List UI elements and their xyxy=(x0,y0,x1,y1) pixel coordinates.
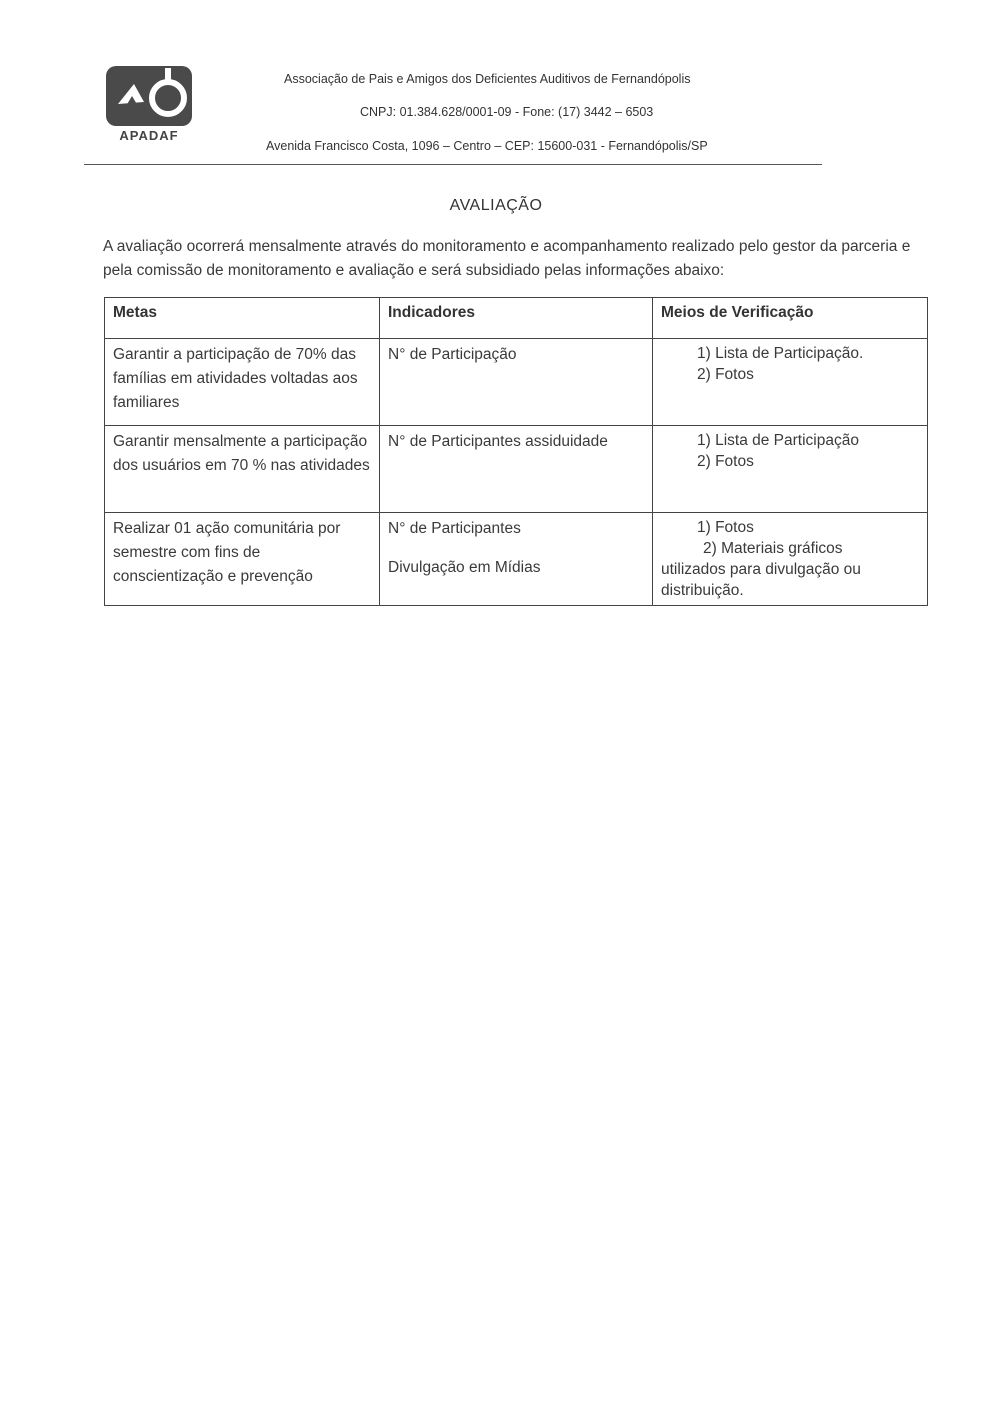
meios-item: 1) Lista de Participação. xyxy=(697,345,864,362)
table-header-row xyxy=(105,298,928,339)
intro-paragraph: A avaliação ocorrerá mensalmente através do monitoramento e acompanhamento realizado pelo gestor da parceria e pela comissão de monitoramento e avaliação e será subsidiado pelas informações abaixo: xyxy=(103,238,911,279)
indicador-text: N° de Participantes assiduidade xyxy=(388,433,608,450)
table-row xyxy=(105,513,928,606)
meios-cell xyxy=(653,339,928,426)
meios-item: 1) Lista de Participação xyxy=(697,432,859,449)
header-meios-verificacao: Meios de Verificação xyxy=(653,298,928,339)
meios-cell xyxy=(653,426,928,513)
indicador-cell xyxy=(380,339,653,426)
indicador-cell xyxy=(380,426,653,513)
indicador-text: Divulgação em Mídias xyxy=(388,559,541,576)
meios-item: 2) Fotos xyxy=(697,453,754,470)
meta-text: Garantir a participação de 70% das famílias em atividades voltadas aos familiares xyxy=(113,346,358,411)
meios-cell xyxy=(653,513,928,606)
header-indicadores: Indicadores xyxy=(380,298,653,339)
indicador-text: N° de Participantes xyxy=(388,520,521,537)
header-metas: Metas xyxy=(105,298,380,339)
meta-cell xyxy=(105,426,380,513)
table-row xyxy=(105,339,928,426)
cnpj-phone: CNPJ: 01.384.628/0001-09 - Fone: (17) 3442 – 6503 xyxy=(360,105,654,119)
indicador-text: N° de Participação xyxy=(388,346,517,363)
meta-text: Garantir mensalmente a participação dos usuários em 70 % nas atividades xyxy=(113,433,370,474)
evaluation-table xyxy=(104,297,928,606)
header-divider xyxy=(84,164,822,165)
organization-name: Associação de Pais e Amigos dos Deficientes Auditivos de Fernandópolis xyxy=(284,72,691,86)
meta-text: Realizar 01 ação comunitária por semestre com fins de conscientização e prevenção xyxy=(113,520,341,585)
apadaf-logo xyxy=(104,64,194,144)
logo-text: APADAF xyxy=(119,128,179,143)
indicador-cell xyxy=(380,513,653,606)
meios-item: 1) Fotos xyxy=(697,519,754,536)
meios-item: utilizados para divulgação ou xyxy=(661,561,861,578)
meios-item: 2) Fotos xyxy=(697,366,754,383)
ear-logo-icon xyxy=(104,64,194,128)
address: Avenida Francisco Costa, 1096 – Centro – CEP: 15600-031 - Fernandópolis/SP xyxy=(266,139,708,153)
meios-item: 2) Materiais gráficos xyxy=(703,540,843,557)
meios-item: distribuição. xyxy=(661,582,744,599)
table-row xyxy=(105,426,928,513)
document-title: AVALIAÇÃO xyxy=(449,197,543,214)
meta-cell xyxy=(105,339,380,426)
meta-cell xyxy=(105,513,380,606)
